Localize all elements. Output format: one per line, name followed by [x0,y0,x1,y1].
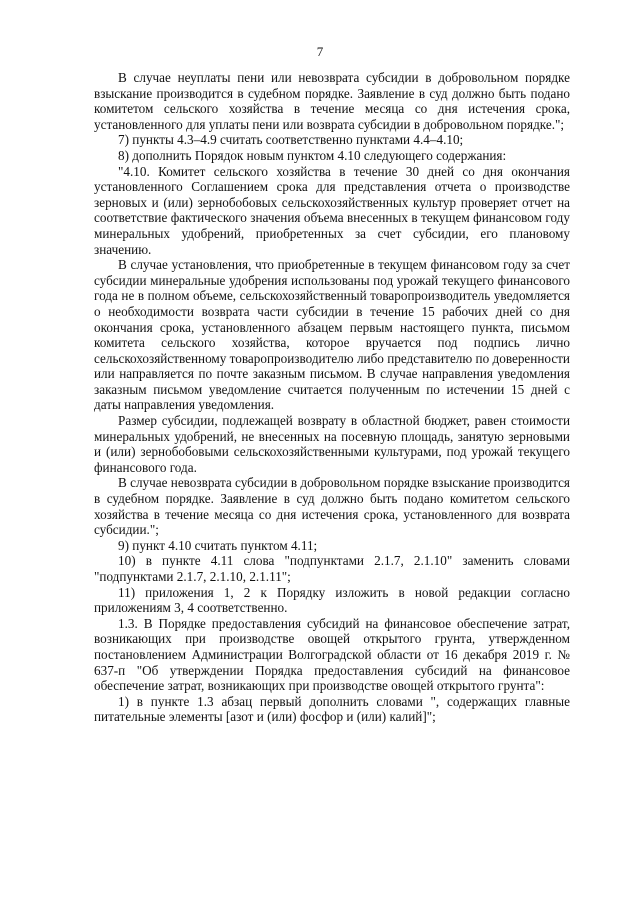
paragraph-item-10: 10) в пункте 4.11 слова "подпунктами 2.1.7, 2.1.10" заменить словами "подпунктами 2.1.7, 2.1.10, 2.1.11"; [94,553,570,584]
page-number: 7 [316,44,324,59]
paragraph-section-1-3: 1.3. В Порядке предоставления субсидий на финансовое обеспечение затрат, возникающих при производстве овощей открытого грунта, утвержденном постановлением Администрации Волгоградской области от 16 декабря 2019 г. № 637-п "Об утверждении Порядка предоставления субсидий на финансовое обеспечение затрат, возникающих при производстве овощей открытого грунта": [94,615,570,694]
paragraph-item-1: 1) в пункте 1.3 абзац первый дополнить словами ", содержащих главные питательные элементы [азот и (или) фосфор и (или) калий]"; [94,693,570,725]
paragraph-subsidy-amount: Размер субсидии, подлежащей возврату в областной бюджет, равен стоимости минеральных удобрений, не внесенных на посевную площадь, занятую зерновыми и (или) зернобобовыми сельскохозяйственными культурами, под урожай текущего финансового года. [94,413,570,475]
paragraph-item-8: 8) дополнить Порядок новым пунктом 4.10 следующего содержания: [118,147,507,163]
paragraph-item-9: 9) пункт 4.10 считать пунктом 4.11; [118,537,318,553]
paragraph-penalty-recovery: В случае неуплаты пени или невозврата субсидии в добровольном порядке взыскание производится в судебном порядке. Заявление в суд должно быть подано комитетом сельского хозяйства в течение месяца со дня истечения срока, установленного для уплаты пени или возврата субсидии в добровольном порядке."; [94,70,570,132]
paragraph-court-recovery: В случае невозврата субсидии в добровольном порядке взыскание производится в судебном порядке. Заявление в суд должно быть подано комитетом сельского хозяйства в течение месяца со дня истечения срока, установленного для возврата субсидии."; [94,475,570,538]
paragraph-item-7: 7) пункты 4.3–4.9 считать соответственно пунктами 4.4–4.10; [118,132,464,148]
paragraph-4-10: "4.10. Комитет сельского хозяйства в течение 30 дней со дня окончания установленного Соглашением срока для представления отчета о производстве зерновых и (или) зернобобовых сельскохозяйственных культур проверяет отчет на соответствие фактического значения объема внесенных в текущем финансовом году минеральных удобрений, приобретенных за счет субсидии, его плановому значению. [94,163,570,257]
paragraph-item-11: 11) приложения 1, 2 к Порядку изложить в новой редакции согласно приложениям 3, 4 соответственно. [94,584,570,616]
paragraph-notification: В случае установления, что приобретенные в текущем финансовом году за счет субсидии минеральные удобрения использованы под урожай текущего финансового года не в полном объеме, сельскохозяйственный товаропроизводитель уведомляется о необходимости возврата части субсидии в течение 15 рабочих дней со дня окончания срока, установленного абзацем первым настоящего пункта, письмом комитета сельского хозяйства, которое вручается под подпись лично сельскохозяйственному товаропроизводителю либо представителю по доверенности или направляется по почте заказным письмом. В случае направления уведомления заказным письмом уведомление считается полученным по истечении 15 дней с даты направления уведомления. [94,257,570,413]
body-text [94,70,570,725]
